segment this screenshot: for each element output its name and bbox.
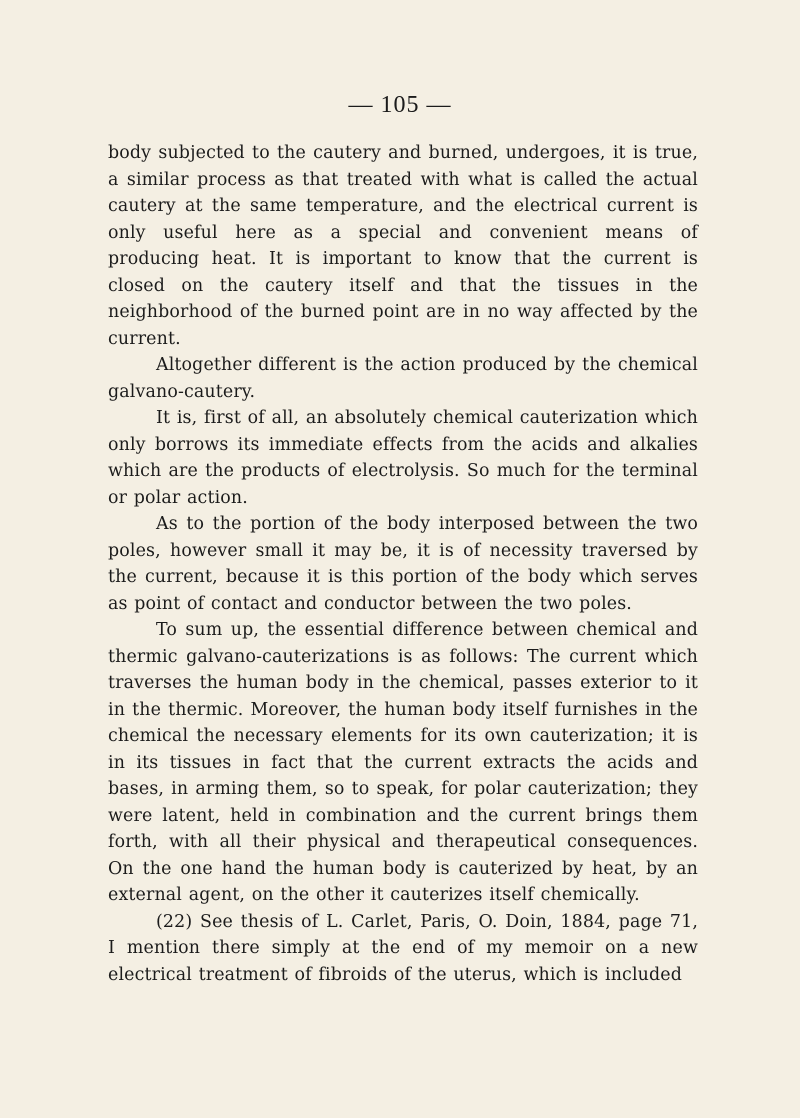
paragraph-2: Altogether different is the action produced by the chemical galvano-cautery. (108, 355, 698, 402)
paragraph-4: As to the portion of the body interposed between the two poles, however small it may be, it is of necessity traversed by the current, because it is this portion of the body which serves as point of contact and conductor between the two poles. (108, 514, 698, 614)
footnote-paragraph: (22) See thesis of L. Carlet, Paris, O. Doin, 1884, page 71, I mention there simply at the end of my memoir on a new electrical treatment of fibroids of the uterus, which is included (108, 911, 698, 985)
paragraph-3: It is, first of all, an absolutely chemical cauterization which only borrows its immediate effects from the acids and alkalies which are the products of electrolysis. So much for the terminal or polar action. (108, 408, 698, 508)
paragraph-1: body subjected to the cautery and burned, undergoes, it is true, a similar process as that treated with what is called the actual cautery at the same temperature, and the electrical current is only useful here as a special and convenient means of producing heat. It is important to know that the current is closed on the cautery itself and that the tissues in the neighborhood of the burned point are in no way affected by the current. (108, 143, 698, 349)
body-text (108, 140, 698, 988)
page-number: — 105 — (348, 92, 452, 118)
paragraph-5: To sum up, the essential difference between chemical and thermic galvano-cauterizations is as follows: The current which traverses the human body in the chemical, passes exterior to it in the thermic. Moreover, the human body itself furnishes in the chemical the necessary elements for its own cauterization; it is in its tissues in fact that the current extracts the acids and bases, in arming them, so to speak, for polar cauterization; they were latent, held in combination and the current brings them forth, with all their physical and therapeutical consequences. On the one hand the human body is cauterized by heat, by an external agent, on the other it cauterizes itself chemically. (108, 620, 698, 905)
